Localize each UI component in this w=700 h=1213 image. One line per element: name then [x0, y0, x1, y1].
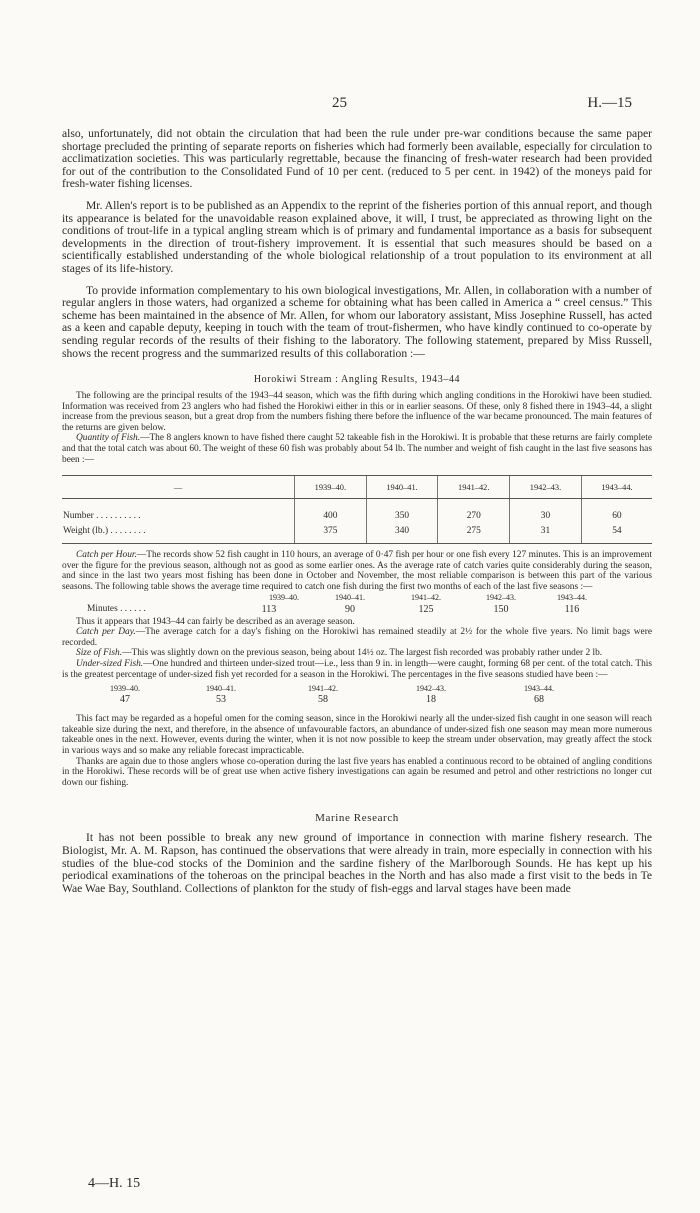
- undersized-title: Under-sized Fish.: [76, 659, 144, 669]
- pct-year: 1943–44.: [524, 684, 554, 694]
- catch-hour-title: Catch per Hour.: [76, 550, 137, 561]
- table-cell: 375: [295, 523, 367, 544]
- page-reference: H.—15: [587, 95, 632, 111]
- report-intro: The following are the principal results of the 1943–44 season, which was the fifth during which angling conditions in the Horokiwi have been studied. Information was received from 23 anglers who had fished the Horokiwi either in this or in earlier seasons. Of these, only 8 fished there in 1943–44, a slight increase from the previous season, but a great drop from the numbers fishing there before the influence of the war became pronounced. The main features of the returns are given below.: [62, 391, 652, 433]
- table-cell: 275: [438, 523, 510, 544]
- pct-value: 53: [216, 694, 226, 706]
- minutes-value: 125: [418, 603, 434, 615]
- minutes-year: 1943–44.: [557, 592, 587, 602]
- page-number: 25: [332, 95, 347, 111]
- catch-day-title: Catch per Day.: [76, 627, 136, 638]
- catch-hour-paragraph: [62, 550, 652, 592]
- minutes-value: 150: [493, 603, 509, 615]
- percentages-table: [62, 684, 652, 710]
- minutes-year: 1939–40.: [269, 592, 299, 602]
- table-cell: 350: [366, 499, 438, 524]
- row-label: Number . . . . . . . . . .: [63, 510, 141, 521]
- quantity-paragraph: [62, 433, 652, 465]
- pct-year: 1942–43.: [416, 684, 446, 694]
- table-cell: 400: [295, 499, 367, 524]
- page-header: [62, 95, 632, 113]
- pct-value: 47: [120, 694, 130, 706]
- minutes-year: 1940–41.: [335, 592, 365, 602]
- quantity-title: Quantity of Fish.: [76, 433, 141, 444]
- signature-mark: 4—H. 15: [88, 1176, 141, 1191]
- catch-table-header-row: [62, 476, 652, 499]
- minutes-value: 116: [564, 603, 580, 615]
- catch-table-header: 1943–44.: [581, 476, 652, 499]
- undersized-paragraph: [62, 659, 652, 680]
- table-cell: 270: [438, 499, 510, 524]
- omen-paragraph: This fact may be regarded as a hopeful omen for the coming season, since in the Horokiwi nearly all the under-sized fish caught in one season will reach takeable size during the next, and therefore, in the absence of unfavourable factors, an abundance of under-sized fish one season may mean more numerous takeable ones in the next. However, events during the winter, when it is not now possible to keep the stream under observation, may greatly affect the stock in various ways and so make any reliable forecast impracticable.: [62, 714, 652, 756]
- paragraph-allen-report: Mr. Allen's report is to be published as an Appendix to the reprint of the fisheries portion of this annual report, and though its appearance is belated for the unavoidable reason explained above, it will, I trust, be appreciated as throwing light on the conditions of trout-life in a typical angling stream which is of primary and fundamental importance as a basis for subsequent developments in the direction of trout-fishery improvement. It is essential that such measures should be based on a scientifically established understanding of the whole biological relationship of a trout population to its environment at all stages of its life-history.: [62, 198, 652, 275]
- size-paragraph: [62, 648, 652, 659]
- minutes-table: [62, 593, 652, 617]
- catch-day-paragraph: [62, 627, 652, 648]
- catch-table-header: 1942–43.: [510, 476, 582, 499]
- pct-value: 18: [426, 694, 436, 706]
- quantity-text: —The 8 anglers known to have fished there caught 52 takeable fish in the Horokiwi. It is probable that these returns are fairly complete and that the total catch was about 60. The weight of these 60 fish was probably about 54 lb. The number and weight of fish caught in the last five seasons has been :—: [62, 433, 652, 465]
- table-cell: 340: [366, 523, 438, 544]
- marine-heading: Marine Research: [315, 812, 399, 825]
- catch-table-header: 1939–40.: [295, 476, 367, 499]
- catch-day-text: —The average catch for a day's fishing on the Horokiwi has remained steadily at 2½ for the whole five years. No limit bags were recorded.: [62, 627, 652, 648]
- table-cell: 54: [581, 523, 652, 544]
- catch-table: [62, 475, 652, 544]
- catch-table-row-number: [62, 499, 652, 524]
- marine-paragraph: It has not been possible to break any new ground of importance in connection with marine fishery research. The Biologist, Mr. A. M. Rapson, has continued the observations that were already in train, more especially in connection with his studies of the blue-cod stocks of the Dominion and the sardine fishery of the Marlborough Sounds. He has kept up his periodical examinations of the toheroas on the principal beaches in the North and has also made a first visit to the beds in Te Wae Wae Bay, Southland. Collections of plankton for the study of fish-eggs and larval stages have been made: [62, 831, 652, 895]
- pct-year: 1940–41.: [206, 684, 236, 694]
- pct-year: 1941–42.: [308, 684, 338, 694]
- thanks-paragraph: Thanks are again due to those anglers whose co-operation during the last five years has enabled a continuous record to be obtained of angling conditions in the Horokiwi. These records will be of great use when active fishery investigations can again be resumed and petrol and other restrictions no longer cut down our fishing.: [62, 756, 652, 788]
- minutes-label: Minutes . . . . . .: [87, 603, 146, 614]
- paragraph-continuation: also, unfortunately, did not obtain the circulation that had been the rule under pre-war conditions because the same paper shortage precluded the printing of separate reports on fisheries which had formerly been available, especially for circulation to acclimatization societies. This was particularly regrettable, because the financing of fresh-water research had been provided for out of the contribution to the Consolidated Fund of 10 per cent. (reduced to 5 per cent. in 1942) of the moneys paid for fresh-water fishing licenses.: [62, 127, 652, 191]
- catch-table-corner: —: [62, 476, 295, 499]
- page-body: [62, 128, 652, 895]
- catch-table-row-weight: [62, 523, 652, 544]
- minutes-year: 1941–42.: [411, 592, 441, 602]
- catch-table-header: 1940–41.: [366, 476, 438, 499]
- pct-value: 58: [318, 694, 328, 706]
- table-cell: 30: [510, 499, 582, 524]
- catch-hour-text: —The records show 52 fish caught in 110 hours, an average of 0·47 fish per hour or one fish every 127 minutes. This is an improvement over the figure for the previous season, although not as good as some earlier ones. As the average rate of catch varies quite considerably during the season, and since in the last two years most fishing has been done in October and November, the most reliable comparison is between this part of the various seasons. The following table shows the average time required to catch one fish during the first two months of each of the last five seasons :—: [62, 550, 652, 593]
- catch-table-header: 1941–42.: [438, 476, 510, 499]
- row-label: Weight (lb.) . . . . . . . .: [62, 523, 295, 544]
- pct-value: 68: [534, 694, 544, 706]
- table-cell: 31: [510, 523, 582, 544]
- paragraph-creel-census: To provide information complementary to his own biological investigations, Mr. Allen, in collaboration with a number of regular anglers in those waters, had organized a scheme for obtaining what has been called in America a “ creel census.” This scheme has been maintained in the absence of Mr. Allen, for whom our laboratory assistant, Miss Josephine Russell, has acted as a keen and capable deputy, keeping in touch with the team of trout-fishermen, who have kindly continued to co-operate by sending regular records of the results of their fishing to the laboratory. The following statement, prepared by Miss Russell, shows the recent progress and the summarized results of this collaboration :—: [62, 283, 652, 360]
- table-cell: 60: [581, 499, 652, 524]
- report-heading: Horokiwi Stream : Angling Results, 1943–44: [253, 374, 461, 386]
- minutes-value: 113: [261, 603, 277, 615]
- pct-year: 1939–40.: [110, 684, 140, 694]
- average-season-text: Thus it appears that 1943–44 can fairly be described as an average season.: [76, 616, 355, 627]
- undersized-text: —One hundred and thirteen under-sized trout—i.e., less than 9 in. in length—were caught, forming 68 per cent. of the total catch. This is the greatest percentage of under-sized fish yet recorded for a season in the Horokiwi. The percentages in the five seasons studied have been :—: [62, 659, 653, 680]
- minutes-value: 90: [345, 603, 355, 615]
- size-text: —This was slightly down on the previous season, being about 14½ oz. The largest fish recorded was probably rather under 2 lb.: [122, 648, 603, 659]
- size-title: Size of Fish.: [76, 648, 123, 659]
- minutes-year: 1942–43.: [486, 592, 516, 602]
